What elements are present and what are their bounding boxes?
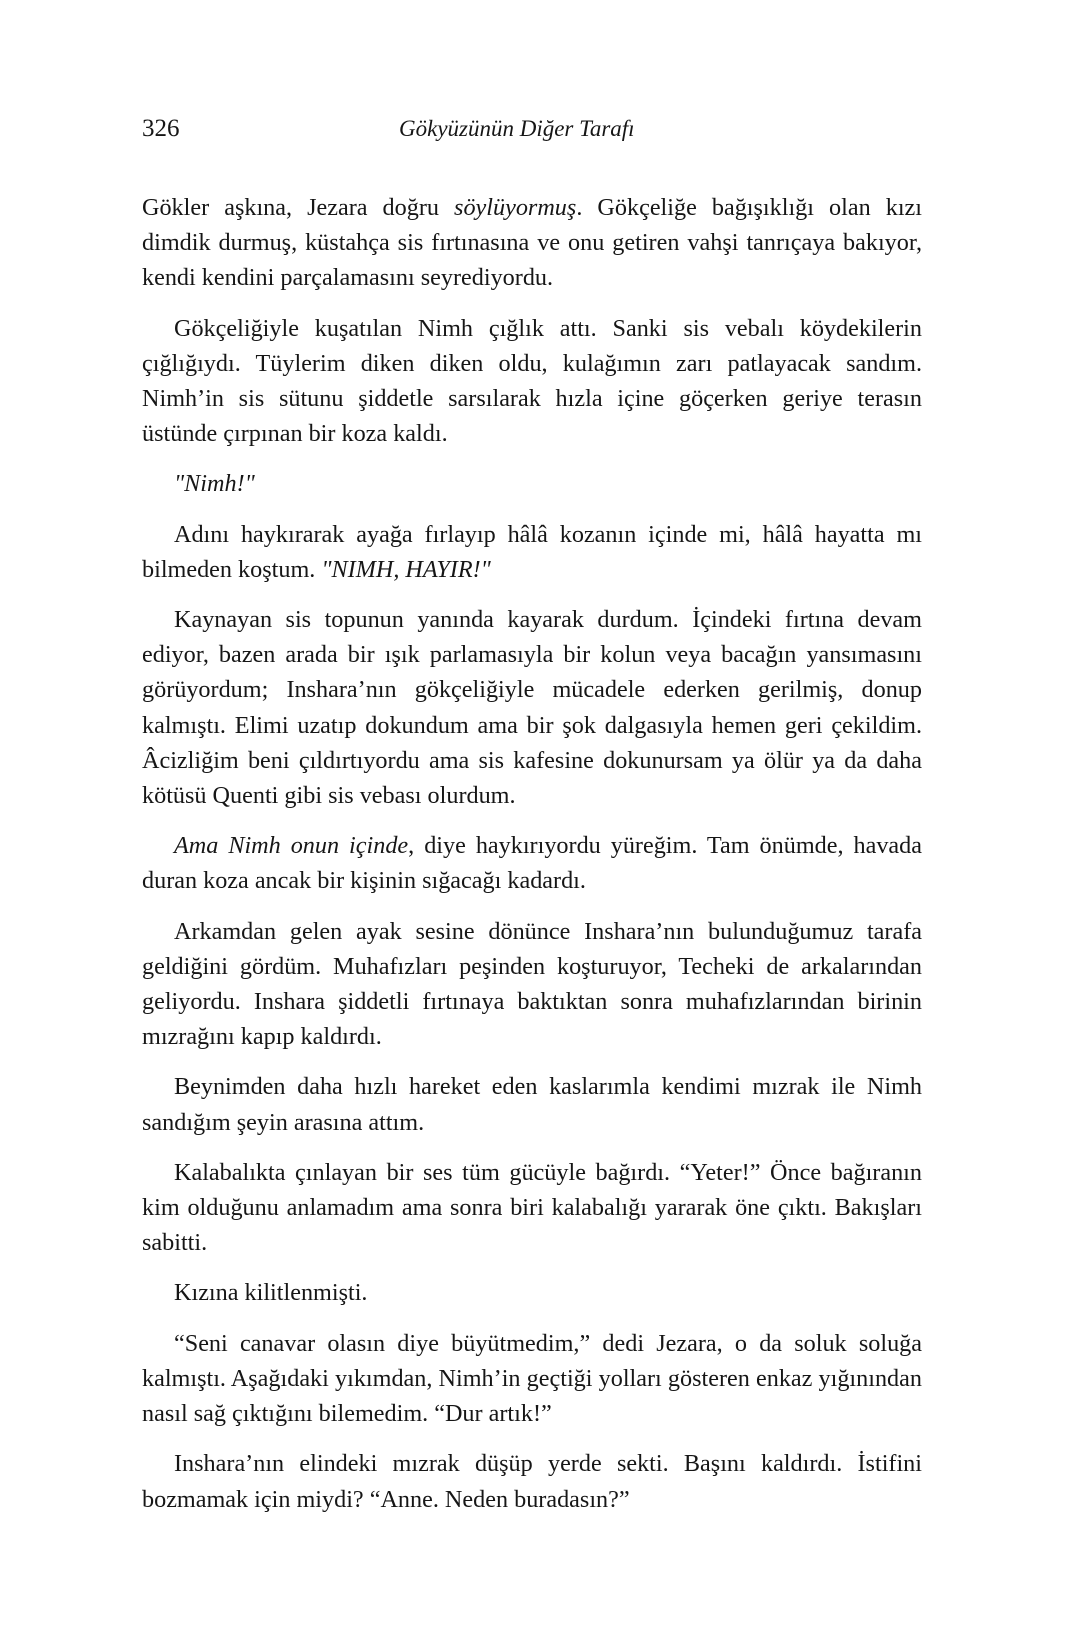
paragraph-4-shout: "NIMH, HAYIR!" bbox=[321, 555, 491, 583]
page-number: 326 bbox=[142, 115, 180, 142]
paragraph-4-start: Adını haykırarak ayağa fırlayıp hâlâ kozanın içinde mi, hâlâ hayatta mı bilmeden koştum. bbox=[142, 520, 922, 583]
paragraph-12: Inshara’nın elindeki mızrak düşüp yerde sekti. Başını kaldırdı. İstifini bozmamak için miydi? “Anne. Neden buradasın?” bbox=[142, 1450, 922, 1513]
paragraph-10: Kızına kilitlenmişti. bbox=[174, 1279, 368, 1307]
body-text bbox=[142, 190, 922, 1532]
paragraph-9: Kalabalıkta çınlayan bir ses tüm gücüyle bağırdı. “Yeter!” Önce bağıranın kim olduğunu anlamadım ama sonra biri kalabalığı yararak öne çıktı. Bakışları sabitti. bbox=[142, 1158, 922, 1257]
running-title: Gökyüzünün Diğer Tarafı bbox=[399, 116, 635, 141]
paragraph-1-rest: . Gökçeliğe bağışıklığı olan kızı dimdik durmuş, küstahça sis fırtınasına ve onu getiren vahşi tanrıçaya bakıyor, kendi kendini parçalamasını seyrediyordu. bbox=[142, 194, 923, 292]
paragraph-4 bbox=[142, 517, 922, 587]
paragraph-7: Arkamdan gelen ayak sesine dönünce Inshara’nın bulunduğumuz tarafa geldiğini gördüm. Muhafızları peşinden koşturuyor, Techeki de arkalarından geliyordu. Inshara şiddetli fırtınaya baktıktan sonra muhafızlarından birinin mızrağını kapıp kaldırdı. bbox=[142, 917, 922, 1051]
paragraph-5: Kaynayan sis topunun yanında kayarak durdum. İçindeki fırtına devam ediyor, bazen arada bir ışık parlamasıyla bir kolun veya bacağın yansımasını görüyordum; Inshara’nın gökçeliğiyle mücadele ederken gerilmiş, donup kalmıştı. Elimi uzatıp dokundum ama bir şok dalgasıyla hemen geri çekildim. Âcizliğim beni çıldırtıyordu ama sis kafesine dokunursam ya ölür ya da daha kötüsü Quenti gibi sis vebası olurdum. bbox=[142, 606, 922, 810]
page-header bbox=[142, 112, 922, 152]
paragraph-8: Beynimden daha hızlı hareket eden kaslarımla kendimi mızrak ile Nimh sandığım şeyin arasına attım. bbox=[142, 1073, 922, 1136]
paragraph-11: “Seni canavar olasın diye büyütmedim,” dedi Jezara, o da soluk soluğa kalmıştı. Aşağıdaki yıkımdan, Nimh’in geçtiği yolları gösteren enkaz yığınından nasıl sağ çıktığını bilemedim. “Dur artık!” bbox=[142, 1329, 922, 1428]
paragraph-3: "Nimh!" bbox=[174, 470, 255, 498]
paragraph-1-emphasis: söylüyormuş bbox=[454, 194, 577, 221]
paragraph-6 bbox=[142, 828, 922, 898]
paragraph-1 bbox=[142, 190, 922, 296]
paragraph-1-start: Gökler aşkına, Jezara doğru bbox=[142, 194, 455, 221]
paragraph-6-rest: , diye haykırıyordu yüreğim. Tam önümde, havada duran koza ancak bir kişinin sığacağı kadardı. bbox=[142, 832, 922, 895]
paragraph-2: Gökçeliğiyle kuşatılan Nimh çığlık attı. Sanki sis vebalı köydekilerin çığlığıydı. Tüylerim diken diken oldu, kulağımın zarı patlayacak sandım. Nimh’in sis sütunu şiddetle sarsılarak hızla içine göçerken geriye terasın üstünde çırpınan bir koza kaldı. bbox=[142, 314, 922, 448]
paragraph-6-emphasis: Ama Nimh onun içinde bbox=[174, 832, 409, 860]
